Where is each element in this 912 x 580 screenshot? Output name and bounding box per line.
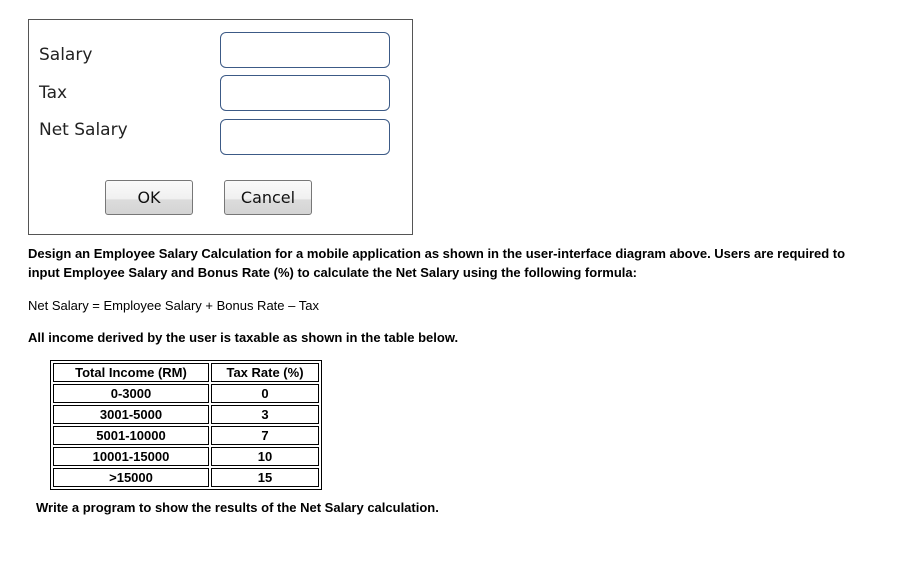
rate-cell: 3 (211, 405, 319, 424)
tax-rate-table (50, 360, 322, 490)
table-row (53, 426, 319, 445)
rate-cell: 15 (211, 468, 319, 487)
table-row (53, 384, 319, 403)
income-cell: 3001-5000 (53, 405, 209, 424)
rate-cell: 7 (211, 426, 319, 445)
table-row (53, 468, 319, 487)
intro-line-2: input Employee Salary and Bonus Rate (%) to calculate the Net Salary using the following formula: (28, 265, 637, 280)
table-row (53, 447, 319, 466)
net-salary-label: Net Salary (39, 120, 128, 140)
net-salary-input[interactable] (220, 119, 390, 155)
salary-form-diagram (28, 19, 413, 235)
rate-cell: 0 (211, 384, 319, 403)
tax-input[interactable] (220, 75, 390, 111)
rate-cell: 10 (211, 447, 319, 466)
tax-label: Tax (39, 83, 68, 103)
taxable-note: All income derived by the user is taxable as shown in the table below. (28, 330, 459, 345)
table-header-row (53, 363, 319, 382)
cancel-button[interactable]: Cancel (224, 180, 312, 215)
income-cell: 0-3000 (53, 384, 209, 403)
income-cell: 5001-10000 (53, 426, 209, 445)
income-column-header: Total Income (RM) (53, 363, 209, 382)
intro-line-1: Design an Employee Salary Calculation for a mobile application as shown in the user-interface diagram above. Users are required to (28, 246, 846, 261)
income-cell: 10001-15000 (53, 447, 209, 466)
income-cell: >15000 (53, 468, 209, 487)
formula-text: Net Salary = Employee Salary + Bonus Rate – Tax (28, 298, 319, 313)
rate-column-header: Tax Rate (%) (211, 363, 319, 382)
intro-paragraph (28, 244, 888, 282)
salary-input[interactable] (220, 32, 390, 68)
salary-label: Salary (39, 45, 93, 65)
ok-button[interactable]: OK (105, 180, 193, 215)
task-instruction: Write a program to show the results of the Net Salary calculation. (36, 500, 439, 515)
table-row (53, 405, 319, 424)
